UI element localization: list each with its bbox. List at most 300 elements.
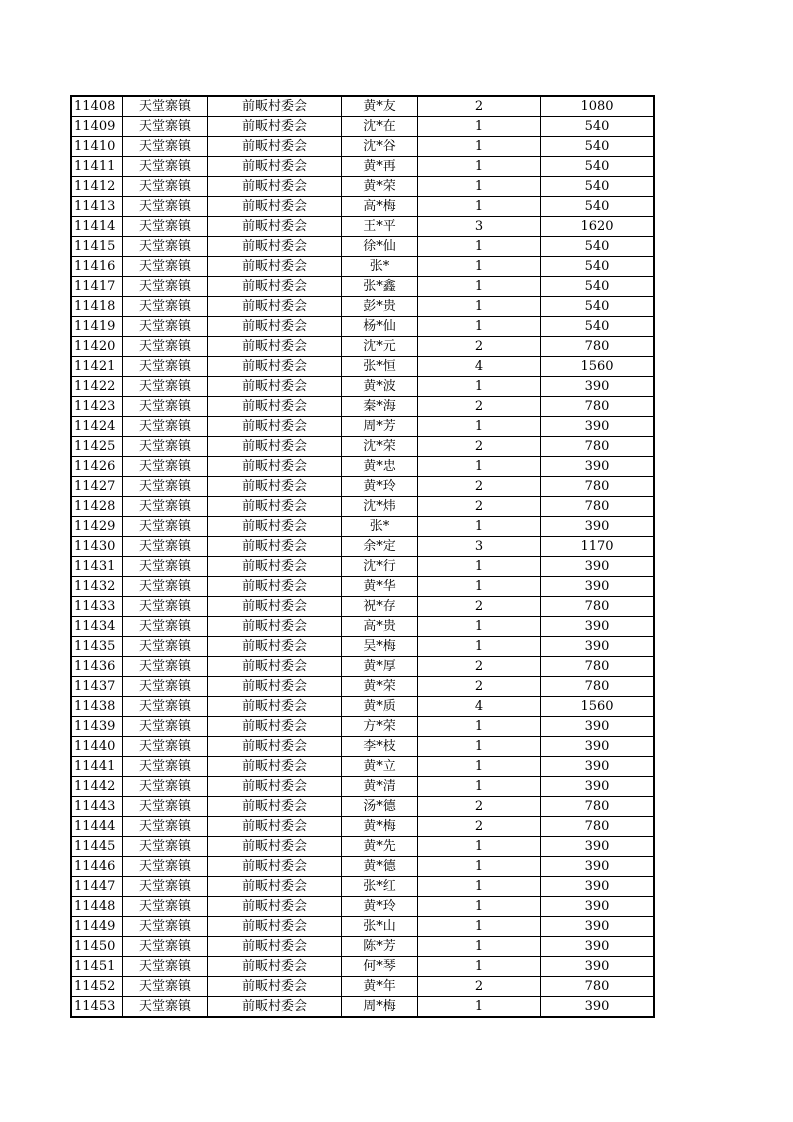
town-cell: 天堂寨镇 xyxy=(123,757,208,777)
row-number: 11434 xyxy=(72,617,123,637)
household-count-cell: 1 xyxy=(418,257,541,277)
village-committee-cell: 前畈村委会 xyxy=(208,637,342,657)
table-row xyxy=(72,157,654,177)
household-count-cell: 1 xyxy=(418,197,541,217)
person-name-cell: 黄*质 xyxy=(342,697,418,717)
household-count-cell: 1 xyxy=(418,857,541,877)
person-name-cell: 周*芳 xyxy=(342,417,418,437)
town-cell: 天堂寨镇 xyxy=(123,717,208,737)
town-cell: 天堂寨镇 xyxy=(123,857,208,877)
village-committee-cell: 前畈村委会 xyxy=(208,377,342,397)
village-committee-cell: 前畈村委会 xyxy=(208,177,342,197)
row-number: 11421 xyxy=(72,357,123,377)
row-number: 11449 xyxy=(72,917,123,937)
amount-cell: 540 xyxy=(541,277,654,297)
row-number: 11425 xyxy=(72,437,123,457)
amount-cell: 390 xyxy=(541,637,654,657)
row-number: 11452 xyxy=(72,977,123,997)
village-committee-cell: 前畈村委会 xyxy=(208,937,342,957)
row-number: 11427 xyxy=(72,477,123,497)
row-number: 11422 xyxy=(72,377,123,397)
village-committee-cell: 前畈村委会 xyxy=(208,657,342,677)
row-number: 11413 xyxy=(72,197,123,217)
row-number: 11417 xyxy=(72,277,123,297)
town-cell: 天堂寨镇 xyxy=(123,977,208,997)
household-count-cell: 1 xyxy=(418,417,541,437)
amount-cell: 540 xyxy=(541,257,654,277)
town-cell: 天堂寨镇 xyxy=(123,737,208,757)
person-name-cell: 祝*存 xyxy=(342,597,418,617)
person-name-cell: 周*梅 xyxy=(342,997,418,1017)
row-number: 11408 xyxy=(72,97,123,117)
amount-cell: 390 xyxy=(541,877,654,897)
village-committee-cell: 前畈村委会 xyxy=(208,977,342,997)
row-number: 11453 xyxy=(72,997,123,1017)
row-number: 11415 xyxy=(72,237,123,257)
village-committee-cell: 前畈村委会 xyxy=(208,617,342,637)
household-count-cell: 1 xyxy=(418,777,541,797)
village-committee-cell: 前畈村委会 xyxy=(208,297,342,317)
amount-cell: 540 xyxy=(541,117,654,137)
person-name-cell: 余*定 xyxy=(342,537,418,557)
town-cell: 天堂寨镇 xyxy=(123,537,208,557)
person-name-cell: 秦*海 xyxy=(342,397,418,417)
household-count-cell: 1 xyxy=(418,557,541,577)
table-row xyxy=(72,317,654,337)
table-row xyxy=(72,477,654,497)
village-committee-cell: 前畈村委会 xyxy=(208,677,342,697)
row-number: 11423 xyxy=(72,397,123,417)
village-committee-cell: 前畈村委会 xyxy=(208,237,342,257)
person-name-cell: 黄*荣 xyxy=(342,177,418,197)
household-count-cell: 1 xyxy=(418,917,541,937)
row-number: 11430 xyxy=(72,537,123,557)
person-name-cell: 张*山 xyxy=(342,917,418,937)
row-number: 11442 xyxy=(72,777,123,797)
household-count-cell: 1 xyxy=(418,317,541,337)
person-name-cell: 沈*在 xyxy=(342,117,418,137)
table-row xyxy=(72,657,654,677)
town-cell: 天堂寨镇 xyxy=(123,157,208,177)
row-number: 11419 xyxy=(72,317,123,337)
person-name-cell: 彭*贵 xyxy=(342,297,418,317)
village-committee-cell: 前畈村委会 xyxy=(208,117,342,137)
person-name-cell: 张* xyxy=(342,257,418,277)
table-row xyxy=(72,737,654,757)
table-row xyxy=(72,757,654,777)
village-committee-cell: 前畈村委会 xyxy=(208,737,342,757)
household-count-cell: 1 xyxy=(418,177,541,197)
amount-cell: 390 xyxy=(541,377,654,397)
row-number: 11424 xyxy=(72,417,123,437)
town-cell: 天堂寨镇 xyxy=(123,237,208,257)
row-number: 11414 xyxy=(72,217,123,237)
person-name-cell: 沈*元 xyxy=(342,337,418,357)
household-count-cell: 1 xyxy=(418,717,541,737)
table-row xyxy=(72,517,654,537)
village-committee-cell: 前畈村委会 xyxy=(208,277,342,297)
town-cell: 天堂寨镇 xyxy=(123,417,208,437)
person-name-cell: 张* xyxy=(342,517,418,537)
table-row xyxy=(72,637,654,657)
row-number: 11416 xyxy=(72,257,123,277)
town-cell: 天堂寨镇 xyxy=(123,297,208,317)
village-committee-cell: 前畈村委会 xyxy=(208,717,342,737)
village-committee-cell: 前畈村委会 xyxy=(208,357,342,377)
table-row xyxy=(72,857,654,877)
town-cell: 天堂寨镇 xyxy=(123,197,208,217)
person-name-cell: 何*琴 xyxy=(342,957,418,977)
town-cell: 天堂寨镇 xyxy=(123,917,208,937)
household-count-cell: 1 xyxy=(418,937,541,957)
row-number: 11451 xyxy=(72,957,123,977)
village-committee-cell: 前畈村委会 xyxy=(208,797,342,817)
town-cell: 天堂寨镇 xyxy=(123,177,208,197)
table-row xyxy=(72,837,654,857)
amount-cell: 390 xyxy=(541,557,654,577)
village-committee-cell: 前畈村委会 xyxy=(208,597,342,617)
row-number: 11431 xyxy=(72,557,123,577)
amount-cell: 390 xyxy=(541,417,654,437)
amount-cell: 780 xyxy=(541,337,654,357)
town-cell: 天堂寨镇 xyxy=(123,877,208,897)
table-row xyxy=(72,337,654,357)
table-row xyxy=(72,797,654,817)
household-count-cell: 1 xyxy=(418,637,541,657)
household-count-cell: 1 xyxy=(418,897,541,917)
person-name-cell: 杨*仙 xyxy=(342,317,418,337)
amount-cell: 540 xyxy=(541,197,654,217)
row-number: 11409 xyxy=(72,117,123,137)
table-row xyxy=(72,257,654,277)
town-cell: 天堂寨镇 xyxy=(123,277,208,297)
person-name-cell: 方*荣 xyxy=(342,717,418,737)
village-committee-cell: 前畈村委会 xyxy=(208,257,342,277)
table-row xyxy=(72,597,654,617)
amount-cell: 390 xyxy=(541,857,654,877)
row-number: 11435 xyxy=(72,637,123,657)
household-count-cell: 1 xyxy=(418,577,541,597)
town-cell: 天堂寨镇 xyxy=(123,817,208,837)
amount-cell: 390 xyxy=(541,937,654,957)
amount-cell: 1080 xyxy=(541,97,654,117)
amount-cell: 780 xyxy=(541,657,654,677)
table-row xyxy=(72,397,654,417)
village-committee-cell: 前畈村委会 xyxy=(208,857,342,877)
person-name-cell: 黄*荣 xyxy=(342,677,418,697)
table-row xyxy=(72,877,654,897)
town-cell: 天堂寨镇 xyxy=(123,257,208,277)
person-name-cell: 黄*友 xyxy=(342,97,418,117)
town-cell: 天堂寨镇 xyxy=(123,517,208,537)
household-count-cell: 2 xyxy=(418,497,541,517)
table-row xyxy=(72,897,654,917)
amount-cell: 390 xyxy=(541,757,654,777)
household-count-cell: 2 xyxy=(418,97,541,117)
household-count-cell: 1 xyxy=(418,957,541,977)
village-committee-cell: 前畈村委会 xyxy=(208,437,342,457)
household-count-cell: 4 xyxy=(418,697,541,717)
household-count-cell: 2 xyxy=(418,477,541,497)
table-row xyxy=(72,437,654,457)
person-name-cell: 张*鑫 xyxy=(342,277,418,297)
town-cell: 天堂寨镇 xyxy=(123,477,208,497)
household-count-cell: 2 xyxy=(418,657,541,677)
person-name-cell: 沈*谷 xyxy=(342,137,418,157)
table-row xyxy=(72,537,654,557)
table-row xyxy=(72,237,654,257)
person-name-cell: 黄*立 xyxy=(342,757,418,777)
amount-cell: 540 xyxy=(541,137,654,157)
household-count-cell: 1 xyxy=(418,157,541,177)
row-number: 11426 xyxy=(72,457,123,477)
row-number: 11428 xyxy=(72,497,123,517)
household-count-cell: 2 xyxy=(418,397,541,417)
town-cell: 天堂寨镇 xyxy=(123,897,208,917)
village-committee-cell: 前畈村委会 xyxy=(208,557,342,577)
amount-cell: 1560 xyxy=(541,357,654,377)
table-row xyxy=(72,277,654,297)
person-name-cell: 黄*梅 xyxy=(342,817,418,837)
household-count-cell: 2 xyxy=(418,597,541,617)
table-row xyxy=(72,117,654,137)
data-sheet xyxy=(71,96,654,1017)
table-row xyxy=(72,977,654,997)
household-count-cell: 1 xyxy=(418,757,541,777)
household-count-cell: 3 xyxy=(418,537,541,557)
row-number: 11450 xyxy=(72,937,123,957)
person-name-cell: 李*枝 xyxy=(342,737,418,757)
amount-cell: 780 xyxy=(541,797,654,817)
amount-cell: 390 xyxy=(541,457,654,477)
town-cell: 天堂寨镇 xyxy=(123,777,208,797)
village-committee-cell: 前畈村委会 xyxy=(208,337,342,357)
village-committee-cell: 前畈村委会 xyxy=(208,477,342,497)
town-cell: 天堂寨镇 xyxy=(123,137,208,157)
town-cell: 天堂寨镇 xyxy=(123,337,208,357)
row-number: 11412 xyxy=(72,177,123,197)
village-committee-cell: 前畈村委会 xyxy=(208,837,342,857)
village-committee-cell: 前畈村委会 xyxy=(208,957,342,977)
row-number: 11439 xyxy=(72,717,123,737)
household-count-cell: 2 xyxy=(418,437,541,457)
household-count-cell: 4 xyxy=(418,357,541,377)
village-committee-cell: 前畈村委会 xyxy=(208,917,342,937)
amount-cell: 540 xyxy=(541,177,654,197)
amount-cell: 780 xyxy=(541,497,654,517)
household-count-cell: 1 xyxy=(418,997,541,1017)
table-row xyxy=(72,137,654,157)
row-number: 11441 xyxy=(72,757,123,777)
town-cell: 天堂寨镇 xyxy=(123,357,208,377)
town-cell: 天堂寨镇 xyxy=(123,637,208,657)
amount-cell: 1170 xyxy=(541,537,654,557)
row-number: 11411 xyxy=(72,157,123,177)
table-row xyxy=(72,677,654,697)
table-row xyxy=(72,297,654,317)
records-table-body xyxy=(72,97,654,1017)
household-count-cell: 2 xyxy=(418,797,541,817)
table-row xyxy=(72,217,654,237)
town-cell: 天堂寨镇 xyxy=(123,837,208,857)
village-committee-cell: 前畈村委会 xyxy=(208,577,342,597)
person-name-cell: 王*平 xyxy=(342,217,418,237)
person-name-cell: 黄*忠 xyxy=(342,457,418,477)
amount-cell: 780 xyxy=(541,817,654,837)
table-row xyxy=(72,937,654,957)
town-cell: 天堂寨镇 xyxy=(123,577,208,597)
village-committee-cell: 前畈村委会 xyxy=(208,877,342,897)
person-name-cell: 沈*炜 xyxy=(342,497,418,517)
amount-cell: 1560 xyxy=(541,697,654,717)
table-row xyxy=(72,497,654,517)
household-count-cell: 1 xyxy=(418,117,541,137)
person-name-cell: 沈*行 xyxy=(342,557,418,577)
person-name-cell: 黄*先 xyxy=(342,837,418,857)
amount-cell: 780 xyxy=(541,477,654,497)
table-row xyxy=(72,997,654,1017)
town-cell: 天堂寨镇 xyxy=(123,117,208,137)
village-committee-cell: 前畈村委会 xyxy=(208,897,342,917)
person-name-cell: 黄*波 xyxy=(342,377,418,397)
table-row xyxy=(72,817,654,837)
row-number: 11443 xyxy=(72,797,123,817)
amount-cell: 390 xyxy=(541,897,654,917)
row-number: 11420 xyxy=(72,337,123,357)
town-cell: 天堂寨镇 xyxy=(123,797,208,817)
table-row xyxy=(72,97,654,117)
village-committee-cell: 前畈村委会 xyxy=(208,777,342,797)
amount-cell: 390 xyxy=(541,617,654,637)
person-name-cell: 张*红 xyxy=(342,877,418,897)
row-number: 11433 xyxy=(72,597,123,617)
amount-cell: 780 xyxy=(541,677,654,697)
town-cell: 天堂寨镇 xyxy=(123,97,208,117)
person-name-cell: 高*梅 xyxy=(342,197,418,217)
person-name-cell: 吴*梅 xyxy=(342,637,418,657)
town-cell: 天堂寨镇 xyxy=(123,597,208,617)
household-count-cell: 3 xyxy=(418,217,541,237)
amount-cell: 1620 xyxy=(541,217,654,237)
table-row xyxy=(72,917,654,937)
amount-cell: 390 xyxy=(541,837,654,857)
household-count-cell: 1 xyxy=(418,297,541,317)
amount-cell: 390 xyxy=(541,917,654,937)
village-committee-cell: 前畈村委会 xyxy=(208,457,342,477)
amount-cell: 780 xyxy=(541,597,654,617)
household-count-cell: 1 xyxy=(418,517,541,537)
household-count-cell: 1 xyxy=(418,377,541,397)
household-count-cell: 2 xyxy=(418,677,541,697)
person-name-cell: 黄*再 xyxy=(342,157,418,177)
row-number: 11446 xyxy=(72,857,123,877)
village-committee-cell: 前畈村委会 xyxy=(208,417,342,437)
town-cell: 天堂寨镇 xyxy=(123,557,208,577)
town-cell: 天堂寨镇 xyxy=(123,497,208,517)
village-committee-cell: 前畈村委会 xyxy=(208,497,342,517)
row-number: 11436 xyxy=(72,657,123,677)
person-name-cell: 黄*清 xyxy=(342,777,418,797)
household-count-cell: 2 xyxy=(418,977,541,997)
row-number: 11437 xyxy=(72,677,123,697)
town-cell: 天堂寨镇 xyxy=(123,937,208,957)
household-count-cell: 1 xyxy=(418,617,541,637)
table-row xyxy=(72,377,654,397)
table-row xyxy=(72,697,654,717)
table-row xyxy=(72,957,654,977)
household-count-cell: 1 xyxy=(418,277,541,297)
amount-cell: 390 xyxy=(541,737,654,757)
village-committee-cell: 前畈村委会 xyxy=(208,517,342,537)
amount-cell: 390 xyxy=(541,997,654,1017)
person-name-cell: 沈*荣 xyxy=(342,437,418,457)
person-name-cell: 黄*玲 xyxy=(342,477,418,497)
amount-cell: 390 xyxy=(541,517,654,537)
village-committee-cell: 前畈村委会 xyxy=(208,157,342,177)
town-cell: 天堂寨镇 xyxy=(123,617,208,637)
person-name-cell: 徐*仙 xyxy=(342,237,418,257)
person-name-cell: 张*恒 xyxy=(342,357,418,377)
table-row xyxy=(72,357,654,377)
table-row xyxy=(72,577,654,597)
town-cell: 天堂寨镇 xyxy=(123,997,208,1017)
household-count-cell: 2 xyxy=(418,337,541,357)
town-cell: 天堂寨镇 xyxy=(123,677,208,697)
town-cell: 天堂寨镇 xyxy=(123,437,208,457)
person-name-cell: 黄*厚 xyxy=(342,657,418,677)
village-committee-cell: 前畈村委会 xyxy=(208,137,342,157)
table-row xyxy=(72,557,654,577)
table-row xyxy=(72,177,654,197)
household-count-cell: 1 xyxy=(418,137,541,157)
row-number: 11440 xyxy=(72,737,123,757)
person-name-cell: 黄*玲 xyxy=(342,897,418,917)
amount-cell: 390 xyxy=(541,957,654,977)
amount-cell: 780 xyxy=(541,977,654,997)
household-count-cell: 1 xyxy=(418,457,541,477)
household-count-cell: 1 xyxy=(418,737,541,757)
amount-cell: 780 xyxy=(541,397,654,417)
row-number: 11447 xyxy=(72,877,123,897)
town-cell: 天堂寨镇 xyxy=(123,697,208,717)
amount-cell: 390 xyxy=(541,777,654,797)
table-row xyxy=(72,717,654,737)
person-name-cell: 黄*德 xyxy=(342,857,418,877)
table-row xyxy=(72,777,654,797)
household-count-cell: 2 xyxy=(418,817,541,837)
table-row xyxy=(72,417,654,437)
village-committee-cell: 前畈村委会 xyxy=(208,217,342,237)
amount-cell: 390 xyxy=(541,717,654,737)
village-committee-cell: 前畈村委会 xyxy=(208,197,342,217)
row-number: 11448 xyxy=(72,897,123,917)
town-cell: 天堂寨镇 xyxy=(123,397,208,417)
table-row xyxy=(72,457,654,477)
person-name-cell: 黄*华 xyxy=(342,577,418,597)
household-count-cell: 1 xyxy=(418,237,541,257)
household-count-cell: 1 xyxy=(418,877,541,897)
town-cell: 天堂寨镇 xyxy=(123,317,208,337)
village-committee-cell: 前畈村委会 xyxy=(208,697,342,717)
village-committee-cell: 前畈村委会 xyxy=(208,317,342,337)
town-cell: 天堂寨镇 xyxy=(123,657,208,677)
town-cell: 天堂寨镇 xyxy=(123,377,208,397)
table-row xyxy=(72,197,654,217)
village-committee-cell: 前畈村委会 xyxy=(208,817,342,837)
row-number: 11418 xyxy=(72,297,123,317)
amount-cell: 540 xyxy=(541,317,654,337)
amount-cell: 540 xyxy=(541,297,654,317)
